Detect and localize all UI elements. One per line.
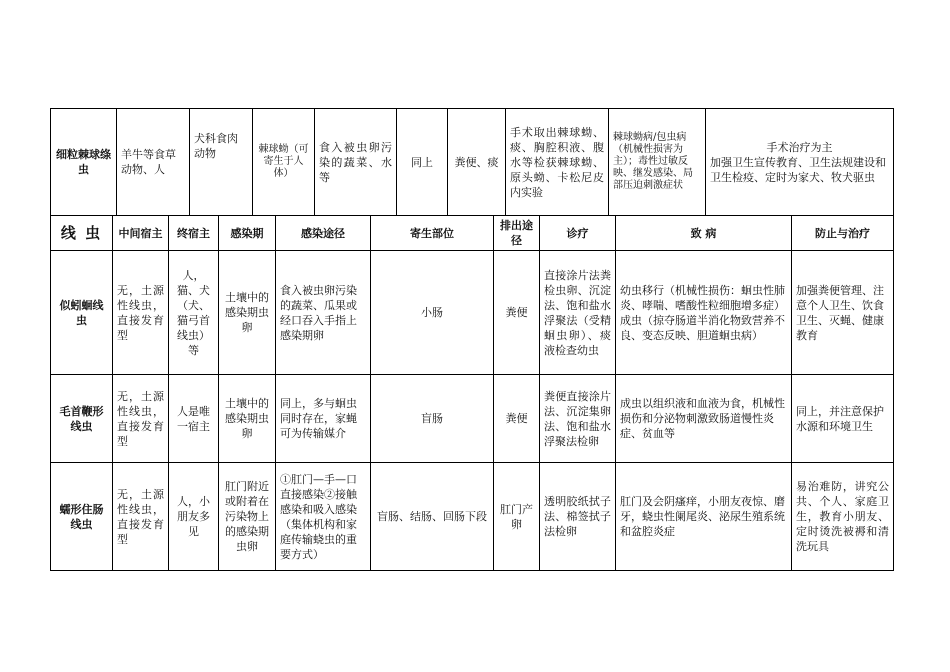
definitive-host-cell: 人，猫、犬（犬、猫弓首线虫）等 <box>169 251 219 375</box>
prevention-line: 手术治疗为主 <box>766 140 833 154</box>
column-header: 防止与治疗 <box>792 216 894 251</box>
route-cell: 食入被虫卵污染的蔬菜、瓜果或经口吞入手指上感染期卵 <box>276 251 371 375</box>
prevention-cell <box>706 109 894 216</box>
route-cell: 同上，多与蛔虫同时存在，家蝇可为传输媒介 <box>276 375 371 463</box>
column-header: 感染途径 <box>276 216 371 251</box>
prevention-line: 加强卫生宣传教育、卫生法规建设和卫生检疫、定时为家犬、牧犬驱虫 <box>710 155 886 184</box>
column-header: 致 病 <box>616 216 792 251</box>
intermediate-host-cell: 羊牛等食草动物、人 <box>117 109 190 216</box>
route-cell: ①肛门—手—口直接感染②接触感染和吸入感染（集体机构和家庭传输蛲虫的重要方式） <box>276 463 371 571</box>
cestode-table <box>50 108 894 216</box>
table-row <box>51 375 894 463</box>
parasite-name: 蠕形住肠线虫 <box>51 463 113 571</box>
pathogenesis-cell: 棘球蚴病/包虫病（机械性损害为主）；毒性过敏反映、继发感染、局部压迫刺激症状 <box>609 109 706 216</box>
definitive-host-cell: 犬科食肉动物 <box>190 109 253 216</box>
route-cell: 食入被虫卵污染的蔬菜、水等 <box>315 109 397 216</box>
diagnosis-cell: 透明胶纸拭子法、棉签拭子法检卵 <box>540 463 616 571</box>
excretion-cell: 粪便 <box>494 251 540 375</box>
excretion-cell: 粪便 <box>494 375 540 463</box>
column-header: 排出途径 <box>494 216 540 251</box>
prevention-cell: 加强粪便管理、注意个人卫生、饮食卫生、灭蝇、健康教育 <box>792 251 894 375</box>
excretion-cell: 肛门产卵 <box>494 463 540 571</box>
definitive-host-cell: 人是唯一宿主 <box>169 375 219 463</box>
table-row <box>51 251 894 375</box>
infective-stage-cell: 土壤中的感染期虫卵 <box>219 251 276 375</box>
category-header: 线 虫 <box>51 216 113 251</box>
prevention-cell: 同上，并注意保护水源和环境卫生 <box>792 375 894 463</box>
table-row <box>51 109 894 216</box>
pathogenesis-cell <box>616 251 792 375</box>
parasite-name: 毛首鞭形线虫 <box>51 375 113 463</box>
infective-stage-cell: 肛门附近或附着在污染物上的感染期虫卵 <box>219 463 276 571</box>
column-header: 中间宿主 <box>113 216 169 251</box>
pathogenesis-line: 成虫（掠夺肠道半消化物致营养不良、变态反映、胆道蛔虫病） <box>620 313 785 342</box>
site-cell: 同上 <box>397 109 448 216</box>
diagnosis-cell: 直接涂片法粪检虫卵、沉淀法、饱和盐水浮聚法（受精蛔虫卵）、痰液检查幼虫 <box>540 251 616 375</box>
column-header: 寄生部位 <box>371 216 494 251</box>
parasite-name: 似蚓蛔线虫 <box>51 251 113 375</box>
site-cell: 小肠 <box>371 251 494 375</box>
parasite-name: 细粒棘球绦虫 <box>51 109 117 216</box>
intermediate-host-cell: 无，土源性线虫，直接发育型 <box>113 251 169 375</box>
intermediate-host-cell: 无，土源性线虫，直接发育型 <box>113 463 169 571</box>
diagnosis-cell: 粪便直接涂片法、沉淀集卵法、饱和盐水浮聚法检卵 <box>540 375 616 463</box>
prevention-cell: 易治难防，讲究公共、个人、家庭卫生，教育小朋友、定时烫洗被褥和清洗玩具 <box>792 463 894 571</box>
site-cell: 盲肠、结肠、回肠下段 <box>371 463 494 571</box>
column-header: 感染期 <box>219 216 276 251</box>
excretion-cell: 粪便、痰 <box>448 109 506 216</box>
column-header: 终宿主 <box>169 216 219 251</box>
column-header: 诊疗 <box>540 216 616 251</box>
table-row <box>51 463 894 571</box>
diagnosis-cell: 手术取出棘球蚴、痰、胸腔积液、腹水等检获棘球蚴、原头蚴、卡松尼皮内实验 <box>506 109 609 216</box>
infective-stage-cell: 土壤中的感染期虫卵 <box>219 375 276 463</box>
nematode-table <box>50 215 894 571</box>
intermediate-host-cell: 无，土源性线虫，直接发育型 <box>113 375 169 463</box>
site-cell: 盲肠 <box>371 375 494 463</box>
definitive-host-cell: 人，小朋友多见 <box>169 463 219 571</box>
pathogenesis-line: 幼虫移行（机械性损伤：蛔虫性肺炎、哮喘、嗜酸性粒细胞增多症） <box>620 283 785 312</box>
infective-stage-cell: 棘球蚴（可寄生于人体） <box>253 109 315 216</box>
pathogenesis-cell: 肛门及会阴瘙痒，小朋友夜惊、磨牙，蛲虫性阑尾炎、泌尿生殖系统和盆腔炎症 <box>616 463 792 571</box>
header-row <box>51 216 894 251</box>
pathogenesis-cell: 成虫以组织液和血液为食，机械性损伤和分泌物刺激致肠道慢性炎症、贫血等 <box>616 375 792 463</box>
